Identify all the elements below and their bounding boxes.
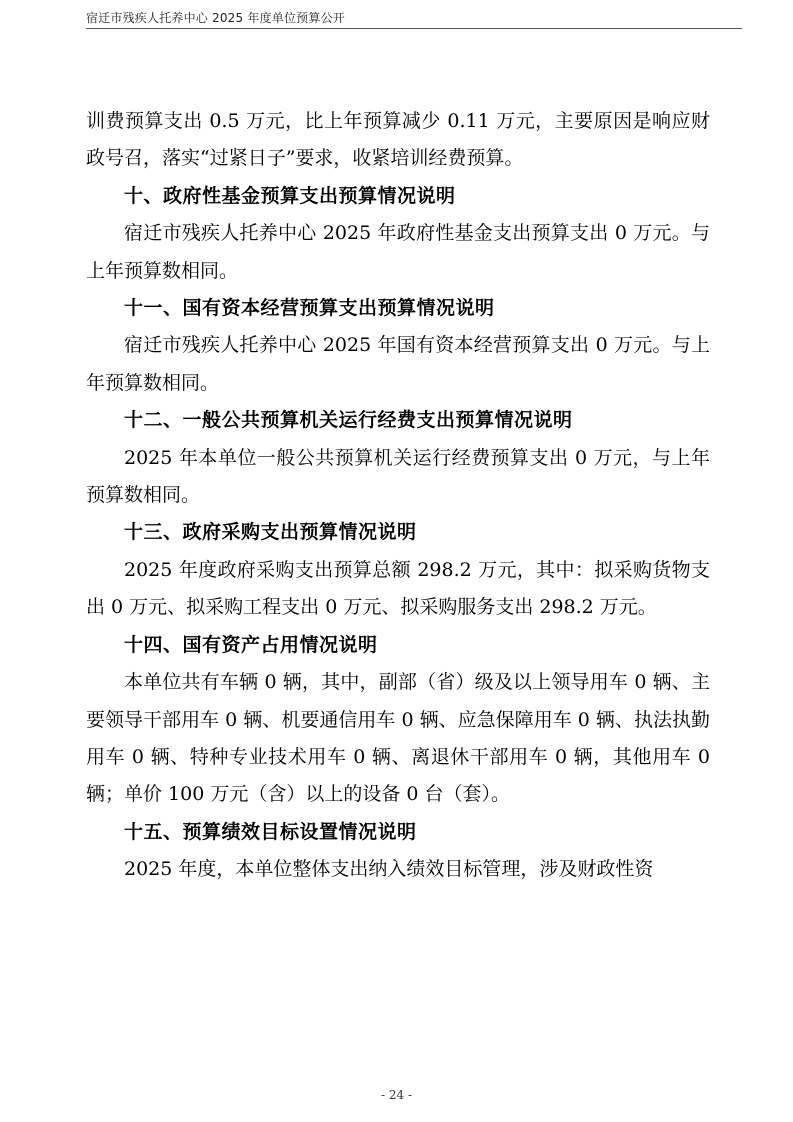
section-heading-10: 十、政府性基金预算支出预算情况说明	[124, 184, 456, 207]
paragraph-section-13: 2025 年度政府采购支出预算总额 298.2 万元，其中：拟采购货物支出 0 万元、拟采购工程支出 0 万元、拟采购服务支出 298.2 万元。	[86, 558, 710, 619]
section-heading-15: 十五、预算绩效目标设置情况说明	[124, 820, 417, 843]
paragraph-training-expense: 训费预算支出 0.5 万元，比上年预算减少 0.11 万元，主要原因是响应财政号召，落实“过紧日子”要求，收紧培训经费预算。	[86, 110, 710, 170]
paragraph-section-15: 2025 年度，本单位整体支出纳入绩效目标管理，涉及财政性资	[124, 858, 654, 881]
section-heading-12: 十二、一般公共预算机关运行经费支出预算情况说明	[124, 409, 573, 432]
section-heading-13: 十三、政府采购支出预算情况说明	[124, 521, 417, 544]
paragraph-section-14: 本单位共有车辆 0 辆，其中，副部（省）级及以上领导用车 0 辆、主要领导干部用车 0 辆、机要通信用车 0 辆、应急保障用车 0 辆、执法执勤用车 0 辆、特种专业技术用车 0 辆、离退休干部用车 0 辆，其他用车 0 辆；单价 100 万元（含）以上的设备 0 台（套）。	[86, 671, 710, 806]
header-divider	[86, 28, 742, 29]
section-heading-11: 十一、国有资本经营预算支出预算情况说明	[124, 297, 495, 320]
page-number: - 24 -	[380, 1088, 412, 1102]
document-body	[86, 103, 710, 889]
paragraph-section-12: 2025 年本单位一般公共预算机关运行经费预算支出 0 万元，与上年预算数相同。	[86, 446, 710, 507]
paragraph-section-11: 宿迁市残疾人托养中心 2025 年国有资本经营预算支出 0 万元。与上年预算数相同。	[86, 334, 710, 394]
page-header: 宿迁市残疾人托养中心 2025 年度单位预算公开	[86, 11, 345, 25]
section-heading-14: 十四、国有资产占用情况说明	[124, 633, 378, 656]
paragraph-section-10: 宿迁市残疾人托养中心 2025 年政府性基金支出预算支出 0 万元。与上年预算数相同。	[86, 222, 710, 282]
